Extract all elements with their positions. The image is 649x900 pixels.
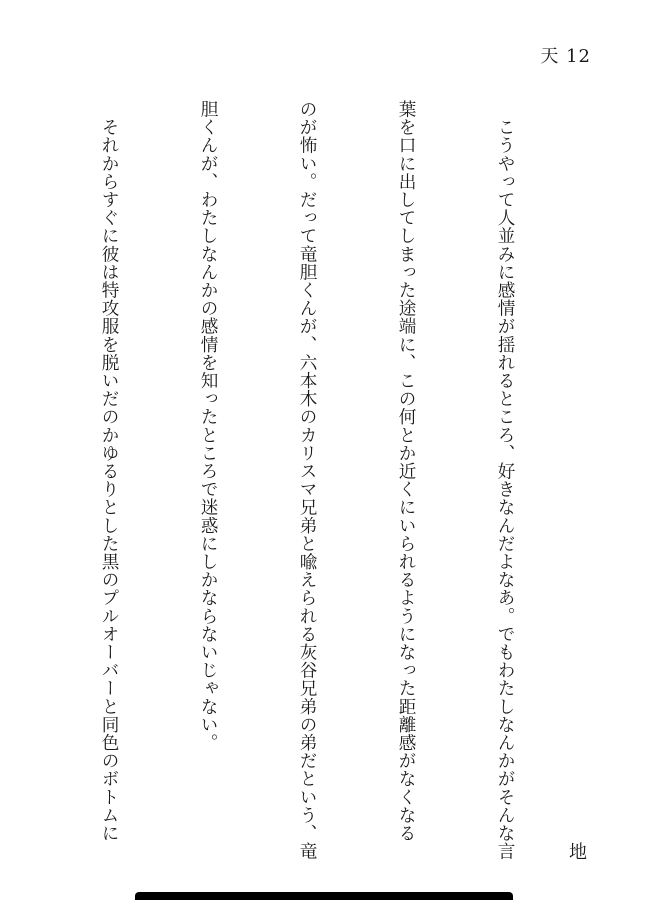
page-header-label: 天 12 [540,46,591,67]
text-column: それからすぐに彼は特攻服を脱いだのかゆるりとした黒のプルオーバーと同色のボトムに [99,100,119,843]
text-column: 胆くんが、わたしなんかの感情を知ったところで迷惑にしかならないじゃない。 [198,100,218,752]
home-indicator-bar[interactable] [135,892,513,900]
vertical-text-body [0,100,587,861]
text-column: のが怖い。だって竜胆くんが、六本木のカリスマ兄弟と喩えられる灰谷兄弟の弟だという、竜 [297,100,317,861]
text-column: こうやって人並みに感情が揺れるところ、好きなんだよなあ。でもわたしなんかがそんな言 [495,100,515,861]
text-column: 葉を口に出してしまった途端に、この何とか近くにいられるようになった距離感がなくなる [396,100,416,843]
page-footer-label: 地 [569,842,587,863]
